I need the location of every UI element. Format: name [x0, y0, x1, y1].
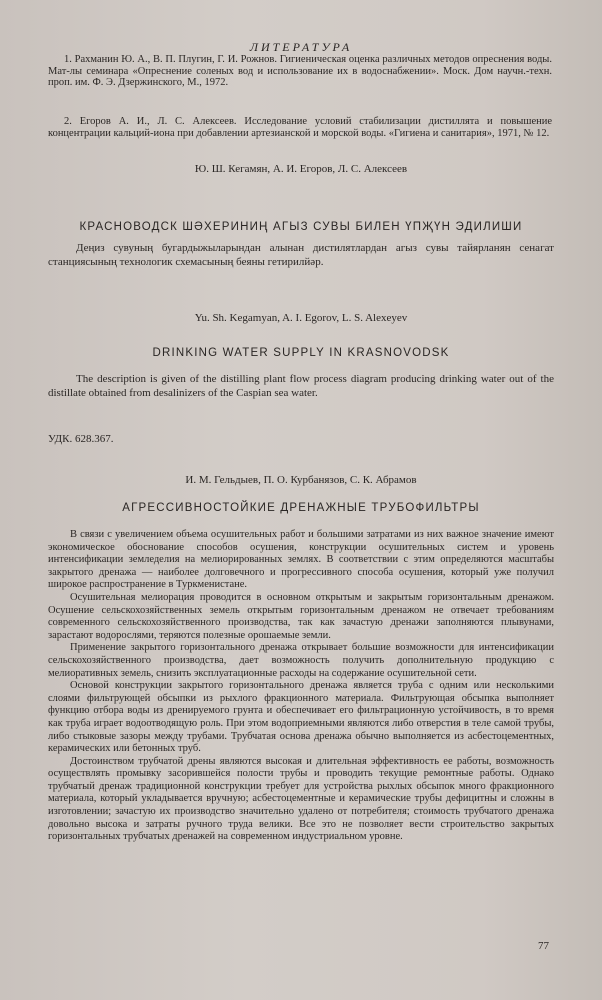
article1-en-abstract: The description is given of the distilling plant flow process diagram producing drinking water out of the distillate obtained from desalinizers of the Caspian sea water.	[48, 373, 554, 399]
reference-item-1: 1. Рахманин Ю. А., В. П. Плугин, Г. И. Рожнов. Гигиеническая оценка различных методов опреснения воды. Мат-лы семинара «Опреснение соленых вод и использование их в водоснабжении». Моск. Дом научн.-техн. проп. им. Ф. Э. Дзержинского, М., 1972.	[48, 54, 552, 88]
article1-authors: Ю. Ш. Кегамян, А. И. Егоров, Л. С. Алексеев	[194, 163, 408, 175]
body-paragraph-5: Достоинством трубчатой дрены являются высокая и длительная эффективность ее работы, возможность осуществлять промывку засорившейся полости трубы и проводить текущие ремонтные работы. Однако трубчатый дренаж традиционной конструкции требует для устройства рыхлых обсыпок много фракционного материала, который укладывается вручную; асбестоцементные и керамические трубы дефицитны и сложны в изготовлении; зачастую их производство значительно удалено от потребителя; стоимость трубчатого дренажа довольно высока и затраты ручного труда велики. Все это не позволяет вести строительство закрытых горизонтальных трубчатых дренажей на современном индустриальном уровне.	[48, 755, 554, 843]
references-heading: ЛИТЕРАТУРА	[249, 40, 353, 54]
article2-title: АГРЕССИВНОСТОЙКИЕ ДРЕНАЖНЫЕ ТРУБОФИЛЬТРЫ	[122, 502, 480, 514]
udk-code: УДК. 628.367.	[48, 433, 114, 445]
body-paragraph-3: Применение закрытого горизонтального дренажа открывает большие возможности для интенсификации сельскохозяйственного производства, дает возможность получить дополнительную продукцию с мелиоративных земель, снизить эксплуатационные расходы на содержание осушительной сети.	[48, 642, 554, 679]
article1-abstract: Деңиз сувуның бугардыжыларындан алынан дистилятлардан агыз сувы тайярланян сенагат станциясының технологик схемасының беяны гетирилйәр.	[48, 242, 554, 268]
article2-body	[48, 529, 554, 844]
page-number: 77	[538, 940, 549, 952]
article1-title: КРАСНОВОДСК ШӘХЕРИНИҢ АГЫЗ СУВЫ БИЛЕН ҮПҖҮН ЭДИЛИШИ	[79, 221, 523, 233]
body-paragraph-1: В связи с увеличением объема осушительных работ и большими затратами из них важное значение имеют экономическое обоснование способов осушения, конструкции осушительных систем и уровень интенсификации земледелия на мелиорированных землях. В соответствии с этим определяются масштабы закрытого дренажа — наиболее долговечного и прогрессивного способа осушения, который уже получил широкое распространение в Туркменистане.	[48, 529, 554, 591]
reference-item-2: 2. Егоров А. И., Л. С. Алексеев. Исследование условий стабилизации дистиллята и повышение концентрации кальций-иона при добавлении артезианской и морской воды. «Гигиена и санитария», 1971, № 12.	[48, 116, 552, 139]
article1-en-authors: Yu. Sh. Kegamyan, A. I. Egorov, L. S. Alexeyev	[194, 312, 408, 324]
article1-en-title: DRINKING WATER SUPPLY IN KRASNOVODSK	[152, 347, 450, 359]
body-paragraph-4: Основой конструкции закрытого горизонтального дренажа является труба с одним или несколькими слоями фильтрующей обсыпки из рыхлого фракционного материала. Фильтрующая обсыпка выполняет функцию отбора воды из дренируемого грунта и обеспечивает его фильтрационную устойчивость, в то время как труба играет водоотводящую роль. При этом водоприемными являются либо отверстия в теле самой трубы, либо стыковые зазоры между трубами. Трубчатая основа дренажа обычно выполняется из асбестоцементных, керамических или бетонных труб.	[48, 680, 554, 755]
body-paragraph-2: Осушительная мелиорация проводится в основном открытым и закрытым горизонтальным дренажом. Осушение сельскохозяйственных земель открытым горизонтальным дренажом не отвечает требованиям современного сельскохозяйственного производства, так как зачастую дренажи заполняются плывунами, зарастают водорослями, теряются полезные орошаемые земли.	[48, 591, 554, 641]
article2-authors: И. М. Гельдыев, П. О. Курбанязов, С. К. Абрамов	[185, 474, 417, 486]
